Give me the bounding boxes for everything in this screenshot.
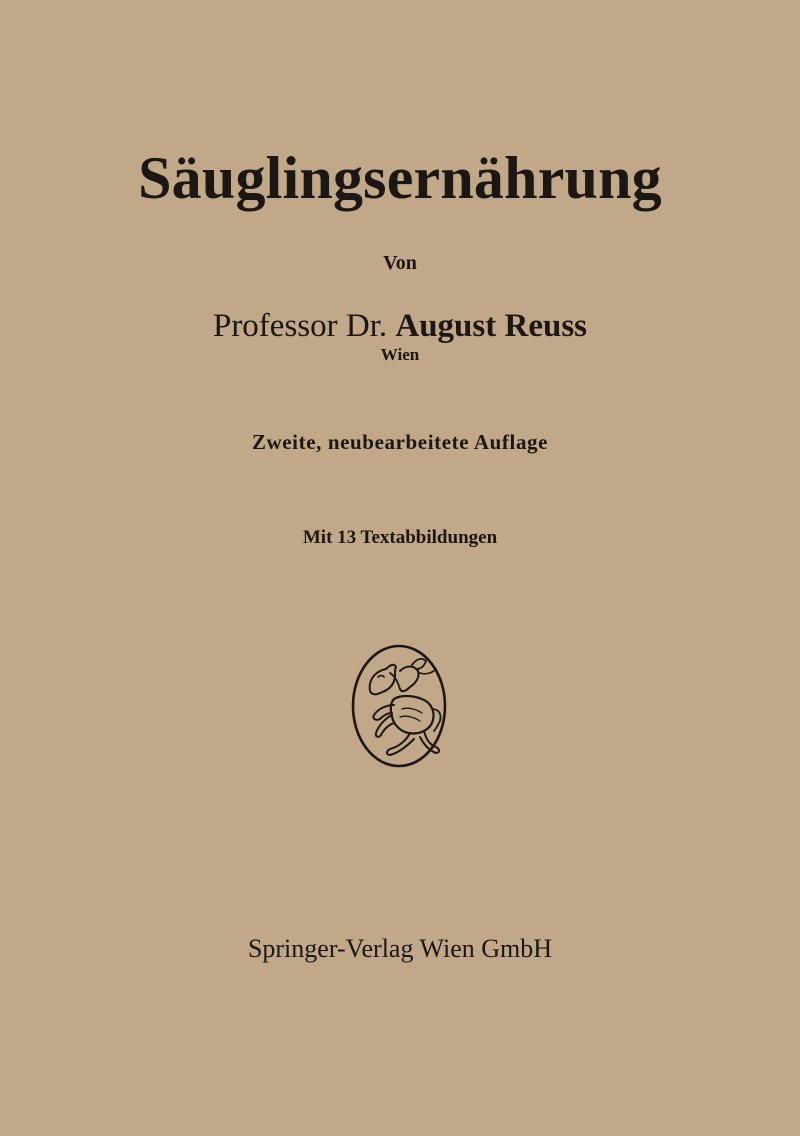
byline: Von bbox=[383, 252, 417, 274]
springer-knight-horse-emblem-icon bbox=[350, 643, 448, 769]
author-city: Wien bbox=[380, 345, 420, 364]
book-title: Säuglingsernährung bbox=[138, 145, 662, 211]
edition-note: Zweite, neubearbeitete Auflage bbox=[251, 430, 549, 454]
author-prefix: Professor Dr. bbox=[212, 308, 388, 344]
publisher-name: Springer-Verlag Wien GmbH bbox=[247, 934, 553, 963]
illustrations-note: Mit 13 Textabbildungen bbox=[302, 527, 498, 548]
author-name: August Reuss bbox=[395, 308, 588, 344]
author bbox=[0, 306, 800, 346]
